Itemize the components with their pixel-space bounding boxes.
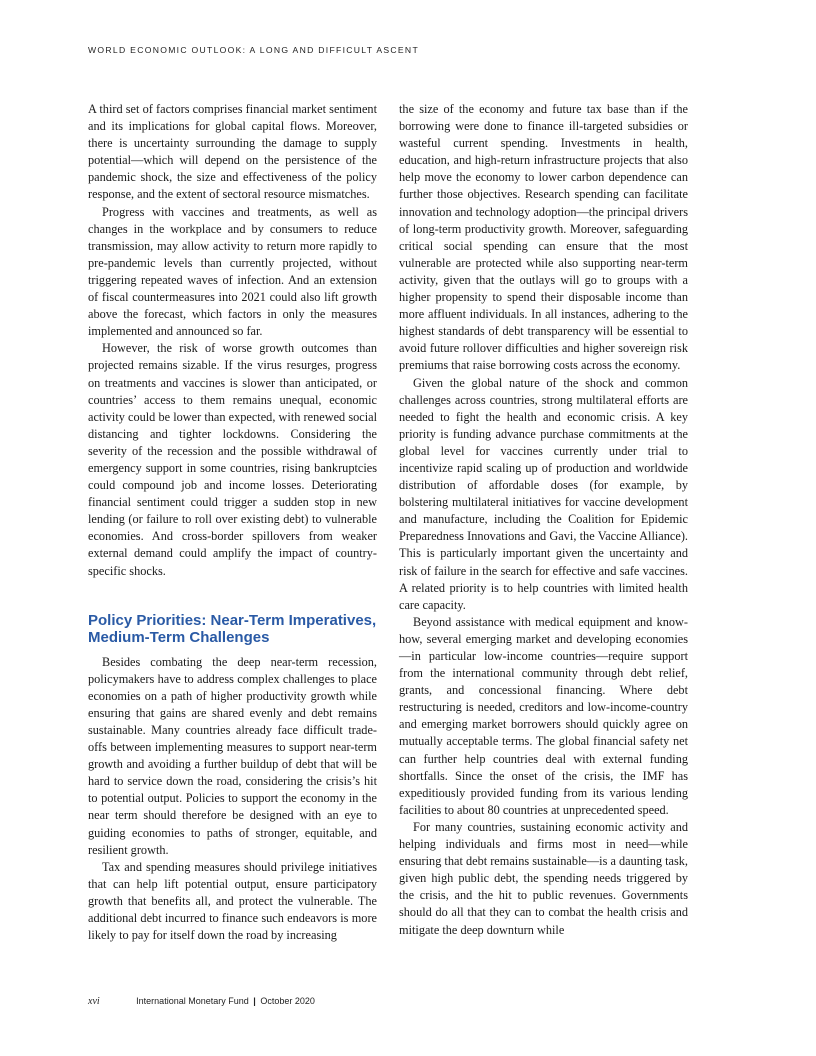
left-column bbox=[88, 101, 377, 944]
running-header: WORLD ECONOMIC OUTLOOK: A LONG AND DIFFICULT ASCENT bbox=[88, 45, 419, 55]
publisher-name: International Monetary Fund bbox=[136, 996, 249, 1006]
publication-date: October 2020 bbox=[260, 996, 315, 1006]
paragraph: Tax and spending measures should privilege initiatives that can help lift potential output, ensure participatory growth that benefits all, and protect the vulnerable. The additional debt incurred to finance such endeavors is more likely to pay for itself down the road by increasing bbox=[88, 859, 377, 943]
right-column bbox=[399, 101, 688, 939]
paragraph: Beyond assistance with medical equipment and know-how, several emerging market and developing economies—in particular low-income countries—require support from the international community through debt relief, grants, and concessional financing. Where debt restructuring is needed, creditors and low-income-country and emerging market borrowers should quickly agree on mutually acceptable terms. The global financial safety net can further help countries deal with external funding shortfalls. Since the onset of the crisis, the IMF has expeditiously provided funding from its various lending facilities to about 80 countries at unprecedented speed. bbox=[399, 614, 688, 817]
paragraph: the size of the economy and future tax base than if the borrowing were done to finance ill-targeted subsidies or wasteful current spending. Investments in health, education, and high-return infrastructure projects that also help move the economy to lower carbon dependence can further those objectives. Research spending can facilitate innovation and technology adoption—the principal drivers of long-term productivity growth. Moreover, safeguarding critical social spending can ensure that the most vulnerable are protected while also supporting near-term activity, given that the outlays will go to groups with a higher propensity to spend their disposable income than more affluent individuals. In all instances, adhering to the highest standards of debt transparency will be essential to avoid future rollover difficulties and higher sovereign risk premiums that raise borrowing costs across the economy. bbox=[399, 102, 688, 373]
section-heading: Policy Priorities: Near-Term Imperatives, Medium-Term Challenges bbox=[88, 611, 377, 646]
paragraph: A third set of factors comprises financial market sentiment and its implications for global capital flows. Moreover, there is uncertainty surrounding the damage to supply potential—which will depend on the persistence of the pandemic shock, the size and effectiveness of the policy response, and the extent of sectoral resource mismatches. bbox=[88, 102, 377, 202]
paragraph: However, the risk of worse growth outcomes than projected remains sizable. If the virus resurges, progress on treatments and vaccines is slower than anticipated, or countries’ access to them remains unequal, economic activity could be lower than expected, with renewed social distancing and tighter lockdowns. Considering the severity of the recession and the possible withdrawal of emergency support in some countries, rising bankruptcies could compound job and income losses. Deteriorating financial sentiment could trigger a sudden stop in new lending (or failure to roll over existing debt) to vulnerable economies. And cross-border spillovers from weaker external demand could amplify the impact of country-specific shocks. bbox=[88, 341, 377, 578]
footer-separator: | bbox=[253, 996, 256, 1006]
page-footer bbox=[88, 996, 315, 1007]
paragraph: For many countries, sustaining economic activity and helping individuals and firms most in need—while ensuring that debt remains sustainable—is a daunting task, given high public debt, the spending needs triggered by the crisis, and the hit to public revenues. Governments should do all that they can to combat the health crisis and mitigate the deep downturn while bbox=[399, 819, 688, 937]
page-number: xvi bbox=[88, 996, 100, 1007]
paragraph: Besides combating the deep near-term recession, policymakers have to address complex challenges to place economies on a path of higher productivity growth while ensuring that gains are shared evenly and debt remains sustainable. Many countries already face difficult trade-offs between implementing measures to support near-term growth and avoiding a further buildup of debt that will be hard to service down the road, considering the crisis’s hit to potential output. Policies to support the economy in the near term should therefore be designed with an eye to guiding economies to paths of stronger, equitable, and resilient growth. bbox=[88, 654, 377, 857]
paragraph: Progress with vaccines and treatments, as well as changes in the workplace and by consumers to reduce transmission, may allow activity to return more rapidly to pre-pandemic levels than currently projected, without triggering repeated waves of infection. And an extension of fiscal countermeasures into 2021 could also lift growth above the forecast, which factors in only the measures implemented and announced so far. bbox=[88, 204, 377, 339]
paragraph: Given the global nature of the shock and common challenges across countries, strong multilateral efforts are needed to fight the health and economic crisis. A key priority is funding advance purchase commitments at the global level for vaccines currently under trial to incentivize rapid scaling up of production and worldwide distribution of affordable doses (for example, by bolstering multilateral initiatives for vaccine development and manufacture, including the Coalition for Epidemic Preparedness Innovations and Gavi, the Vaccine Alliance). This is particularly important given the uncertainty and risk of failure in the search for effective and safe vaccines. A related priority is to help countries with limited health care capacity. bbox=[399, 375, 688, 612]
